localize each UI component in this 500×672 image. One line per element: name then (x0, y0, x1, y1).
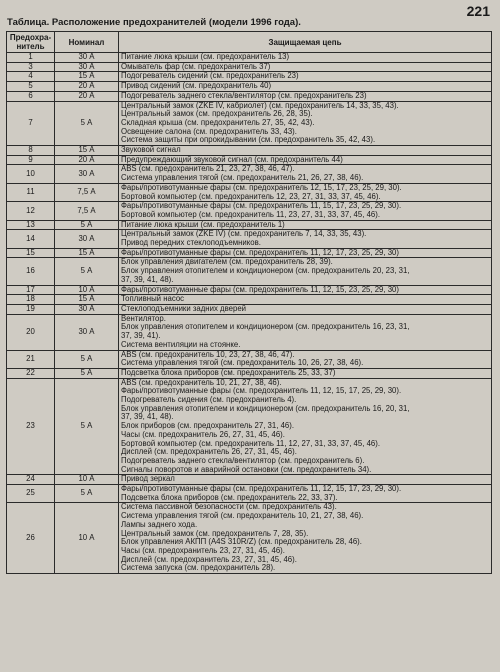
fuse-rating: 20 А (55, 155, 119, 165)
circuit-line: Блок управления отопителем и кондиционером (см. предохранитель 16, 20, 31, (121, 403, 410, 413)
circuit-line: Подогреватель заднего стекла/вентилятор (см. предохранитель 6). (121, 455, 365, 465)
fuse-rating: 5 А (55, 485, 119, 503)
circuit-line: Фары/противотуманные фары (см. предохранитель 11, 12, 15, 17, 25, 29, 30). (121, 386, 402, 396)
fuse-rating: 30 А (55, 314, 119, 350)
fuse-rating: 5 А (55, 350, 119, 368)
table-body (7, 53, 492, 574)
circuit-line: Фары/противотуманные фары (см. предохранитель 11, 12, 15, 23, 25, 29, 30) (121, 285, 399, 294)
table-header-row (7, 32, 492, 53)
protected-circuit (119, 72, 492, 82)
fuse-number: 13 (7, 220, 55, 230)
circuit-line: Стеклоподъемники задних дверей (121, 304, 247, 313)
protected-circuit (119, 202, 492, 220)
circuit-line: Подсветка блока приборов (см. предохранитель 25, 33, 37) (121, 368, 336, 377)
circuit-line: ABS (см. предохранитель 21, 23, 27, 38, 46, 47). (121, 164, 295, 174)
circuit-line: Фары/противотуманные фары (см. предохранитель 11, 12, 17, 23, 25, 29, 30) (121, 248, 399, 257)
circuit-line: Омыватель фар (см. предохранитель 37) (121, 62, 271, 71)
fuse-number: 4 (7, 72, 55, 82)
circuit-line: Часы (см. предохранитель 23, 27, 31, 45, 46). (121, 545, 285, 555)
fuse-number: 23 (7, 378, 55, 475)
fuse-number: 25 (7, 485, 55, 503)
table-row (7, 230, 492, 248)
circuit-line: Центральный замок (см. предохранитель 7, 28, 35). (121, 528, 309, 538)
protected-circuit (119, 295, 492, 305)
circuit-line: ABS (см. предохранитель 10, 23, 27, 38, 46, 47). (121, 350, 295, 359)
table-row (7, 475, 492, 485)
fuse-rating: 30 А (55, 165, 119, 183)
circuit-line: Сигналы поворотов и аварийной остановки (см. предохранитель 34). (121, 464, 372, 474)
circuit-line: Система управления тягой (см. предохранитель 21, 26, 27, 38, 46). (121, 173, 364, 183)
fuse-rating: 30 А (55, 230, 119, 248)
circuit-line: Система запуска (см. предохранитель 28). (121, 563, 276, 573)
circuit-line: Часы (см. предохранитель 26, 27, 31, 45, 46). (121, 429, 285, 439)
fuse-rating: 10 А (55, 475, 119, 485)
circuit-line: Система защиты при опрокидывании (см. предохранитель 35, 42, 43). (121, 135, 376, 145)
circuit-line: Фары/противотуманные фары (см. предохранитель 11, 15, 17, 23, 25, 29, 30). (121, 201, 402, 211)
table-row (7, 314, 492, 350)
table-row (7, 485, 492, 503)
header-fuse-line: нитель (16, 42, 45, 51)
circuit-line: Подогреватель сидения (см. предохранитель 4). (121, 395, 297, 405)
protected-circuit (119, 101, 492, 146)
fuse-number: 15 (7, 248, 55, 258)
protected-circuit (119, 82, 492, 92)
protected-circuit (119, 285, 492, 295)
circuit-line: Система управления тягой (см. предохранитель 10, 21, 27, 38, 46). (121, 511, 364, 521)
circuit-line: Подсветка блока приборов (см. предохранитель 22, 33, 37). (121, 492, 338, 502)
circuit-line: Складная крыша (см. предохранитель 27, 35, 42, 43). (121, 117, 315, 127)
table-row (7, 165, 492, 183)
circuit-line: Привод передних стеклоподъемников. (121, 238, 261, 248)
fuse-rating: 5 А (55, 101, 119, 146)
circuit-line: Система управления тягой (см. предохранитель 10, 26, 27, 38, 46). (121, 358, 364, 368)
fuse-number: 6 (7, 91, 55, 101)
circuit-line: ABS (см. предохранитель 10, 21, 27, 38, 46). (121, 378, 282, 387)
circuit-line: Фары/противотуманные фары (см. предохранитель 12, 15, 17, 23, 25, 29, 30). (121, 183, 402, 192)
circuit-line: 37, 39, 41). (121, 331, 161, 341)
circuit-line: Блок управления отопителем и кондиционером (см. предохранитель 20, 23, 31, (121, 266, 410, 276)
protected-circuit (119, 53, 492, 63)
fuse-rating: 5 А (55, 368, 119, 378)
protected-circuit (119, 350, 492, 368)
fuse-rating: 30 А (55, 53, 119, 63)
fuse-table (6, 31, 492, 574)
circuit-line: Звуковой сигнал (121, 145, 181, 155)
circuit-line: Блок приборов (см. предохранитель 27, 31, 46). (121, 421, 295, 431)
circuit-line: Центральный замок (ZKE IV) (см. предохранитель 7, 14, 33, 35, 43). (121, 229, 367, 239)
protected-circuit (119, 146, 492, 156)
fuse-rating: 5 А (55, 378, 119, 475)
fuse-number: 20 (7, 314, 55, 350)
protected-circuit (119, 503, 492, 574)
table-row (7, 155, 492, 165)
page-number: 221 (466, 3, 490, 19)
fuse-rating: 7,5 А (55, 183, 119, 201)
table-row (7, 378, 492, 475)
circuit-line: Фары/противотуманные фары (см. предохранитель 11, 12, 15, 17, 23, 29, 30). (121, 484, 402, 494)
table-row (7, 146, 492, 156)
circuit-line: 37, 39, 41, 48). (121, 412, 174, 422)
fuse-number: 21 (7, 350, 55, 368)
table-row (7, 202, 492, 220)
fuse-number: 26 (7, 503, 55, 574)
fuse-rating: 7,5 А (55, 202, 119, 220)
circuit-line: Дисплей (см. предохранитель 26, 27, 31, 45, 46). (121, 447, 297, 457)
protected-circuit (119, 62, 492, 72)
circuit-line: Блок управления двигателем (см. предохранитель 28, 39). (121, 257, 333, 267)
circuit-line: Бортовой компьютер (см. предохранитель 11, 12, 27, 31, 33, 37, 45, 46). (121, 438, 380, 448)
protected-circuit (119, 248, 492, 258)
header-rating: Номинал (55, 32, 119, 53)
table-caption: Таблица. Расположение предохранителей (модели 1996 года). (7, 17, 301, 28)
protected-circuit (119, 258, 492, 285)
header-fuse (7, 32, 55, 53)
fuse-rating: 5 А (55, 220, 119, 230)
fuse-number: 19 (7, 304, 55, 314)
table-row (7, 258, 492, 285)
circuit-line: Блок управления АКПП (A4S 310R/Z) (см. предохранитель 28, 46). (121, 537, 362, 547)
circuit-line: Освещение салона (см. предохранитель 33, 43). (121, 126, 297, 136)
fuse-number: 3 (7, 62, 55, 72)
protected-circuit (119, 220, 492, 230)
circuit-line: Привод сидений (см. предохранитель 40) (121, 81, 272, 91)
fuse-number: 7 (7, 101, 55, 146)
circuit-line: Дисплей (см. предохранитель 23, 27, 31, 45, 46). (121, 554, 297, 564)
fuse-number: 11 (7, 183, 55, 201)
fuse-number: 12 (7, 202, 55, 220)
fuse-rating: 15 А (55, 248, 119, 258)
circuit-line: Бортовой компьютер (см. предохранитель 12, 23, 27, 31, 33, 37, 45, 46). (121, 191, 381, 201)
header-fuse-line: Предохра- (9, 33, 52, 42)
table-row (7, 220, 492, 230)
circuit-line: 37, 39, 41, 48). (121, 274, 174, 284)
circuit-line: Центральный замок (ZKE IV, кабриолет) (см. предохранитель 14, 33, 35, 43). (121, 101, 399, 110)
fuse-rating: 15 А (55, 295, 119, 305)
fuse-number: 8 (7, 146, 55, 156)
fuse-number: 5 (7, 82, 55, 92)
fuse-rating: 15 А (55, 72, 119, 82)
circuit-line: Предупреждающий звуковой сигнал (см. предохранитель 44) (121, 155, 343, 164)
fuse-rating: 10 А (55, 285, 119, 295)
protected-circuit (119, 485, 492, 503)
fuse-number: 17 (7, 285, 55, 295)
protected-circuit (119, 304, 492, 314)
table-row (7, 304, 492, 314)
fuse-rating: 20 А (55, 91, 119, 101)
protected-circuit (119, 91, 492, 101)
fuse-number: 18 (7, 295, 55, 305)
table-row (7, 82, 492, 92)
table-row (7, 248, 492, 258)
protected-circuit (119, 475, 492, 485)
circuit-line: Подогреватель сидений (см. предохранитель 23) (121, 71, 299, 81)
circuit-line: Питание люка крыши (см. предохранитель 13) (121, 52, 290, 61)
table-row (7, 503, 492, 574)
circuit-line: Подогреватель заднего стекла/вентилятор (см. предохранитель 23) (121, 91, 367, 100)
fuse-rating: 5 А (55, 258, 119, 285)
fuse-number: 16 (7, 258, 55, 285)
circuit-line: Центральный замок (см. предохранитель 26, 28, 35). (121, 109, 313, 119)
fuse-number: 10 (7, 165, 55, 183)
protected-circuit (119, 183, 492, 201)
circuit-line: Топливный насос (121, 294, 185, 304)
circuit-line: Питание люка крыши (см. предохранитель 1) (121, 220, 285, 229)
table-row (7, 183, 492, 201)
fuse-rating: 30 А (55, 62, 119, 72)
table-row (7, 368, 492, 378)
fuse-rating: 20 А (55, 82, 119, 92)
fuse-number: 24 (7, 475, 55, 485)
table-row (7, 91, 492, 101)
table-row (7, 101, 492, 146)
protected-circuit (119, 378, 492, 475)
fuse-rating: 10 А (55, 503, 119, 574)
circuit-line: Блок управления отопителем и кондиционером (см. предохранитель 16, 23, 31, (121, 322, 410, 332)
table-row (7, 53, 492, 63)
protected-circuit (119, 155, 492, 165)
circuit-line: Бортовой компьютер (см. предохранитель 11, 23, 27, 31, 33, 37, 45, 46). (121, 209, 380, 219)
fuse-number: 1 (7, 53, 55, 63)
circuit-line: Система пассивной безопасности (см. предохранитель 43). (121, 502, 337, 512)
header-circuit: Защищаемая цепь (119, 32, 492, 53)
circuit-line: Лампы заднего хода. (121, 519, 198, 529)
fuse-number: 22 (7, 368, 55, 378)
protected-circuit (119, 165, 492, 183)
protected-circuit (119, 368, 492, 378)
circuit-line: Вентилятор. (121, 314, 166, 323)
protected-circuit (119, 230, 492, 248)
circuit-line: Привод зеркал (121, 474, 175, 484)
fuse-rating: 30 А (55, 304, 119, 314)
fuse-rating: 15 А (55, 146, 119, 156)
circuit-line: Система вентиляции на стоянке. (121, 339, 241, 349)
fuse-number: 9 (7, 155, 55, 165)
fuse-number: 14 (7, 230, 55, 248)
protected-circuit (119, 314, 492, 350)
table-row (7, 350, 492, 368)
